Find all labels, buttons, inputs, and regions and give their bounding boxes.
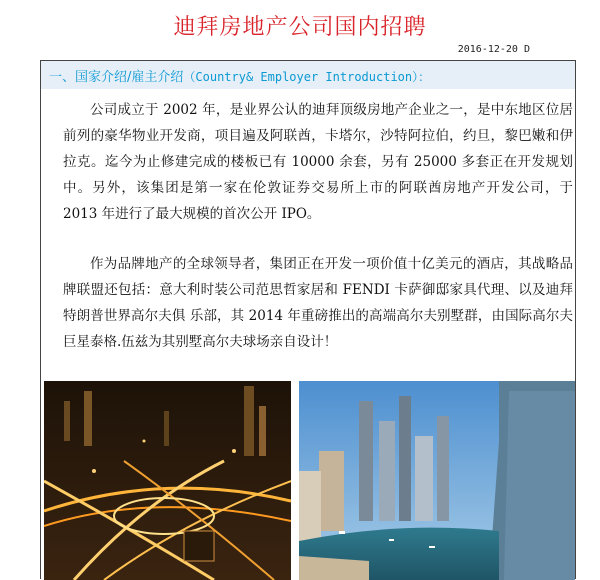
dubai-marina-photo	[299, 381, 575, 580]
company-intro-paragraph: 公司成立于 2002 年，是业界公认的迪拜顶级房地产企业之一，是中东地区位居前列的豪华物业开发商，项目遍及阿联酋，卡塔尔，沙特阿拉伯，约旦，黎巴嫩和伊拉克。迄今为止修建完成的楼板已有 10000 余套，另有 25000 多套正在开发规划中。另外，该集团是第一家在伦敦证券交易所上市的阿联酋房地产开发公司，于 2013 年进行了最大规模的首次公开 IPO。	[63, 102, 573, 222]
section-header-bar	[41, 61, 575, 89]
page-title: 迪拜房地产公司国内招聘	[173, 15, 427, 40]
brand-partners-paragraph: 作为品牌地产的全球领导者，集团正在开发一项价值十亿美元的酒店，其战略品牌联盟还包括：意大利时装公司范思哲家居和 FENDI 卡萨御邸家具代理、以及迪拜特朗普世界高尔夫俱 乐部，其 2014 年重磅推出的高端高尔夫别墅群，由国际高尔夫巨星泰格.伍兹为其别墅高尔夫球场亲自设计！	[63, 256, 573, 350]
content-frame	[40, 60, 576, 579]
section-heading	[49, 66, 430, 85]
date-stamp: 2016-12-20 D	[457, 44, 530, 55]
section-heading-cn: 一、国家介绍/雇主介绍	[49, 70, 184, 85]
section-heading-en: （Country& Employer Introduction）：	[183, 70, 431, 84]
night-highway-photo	[44, 381, 291, 580]
